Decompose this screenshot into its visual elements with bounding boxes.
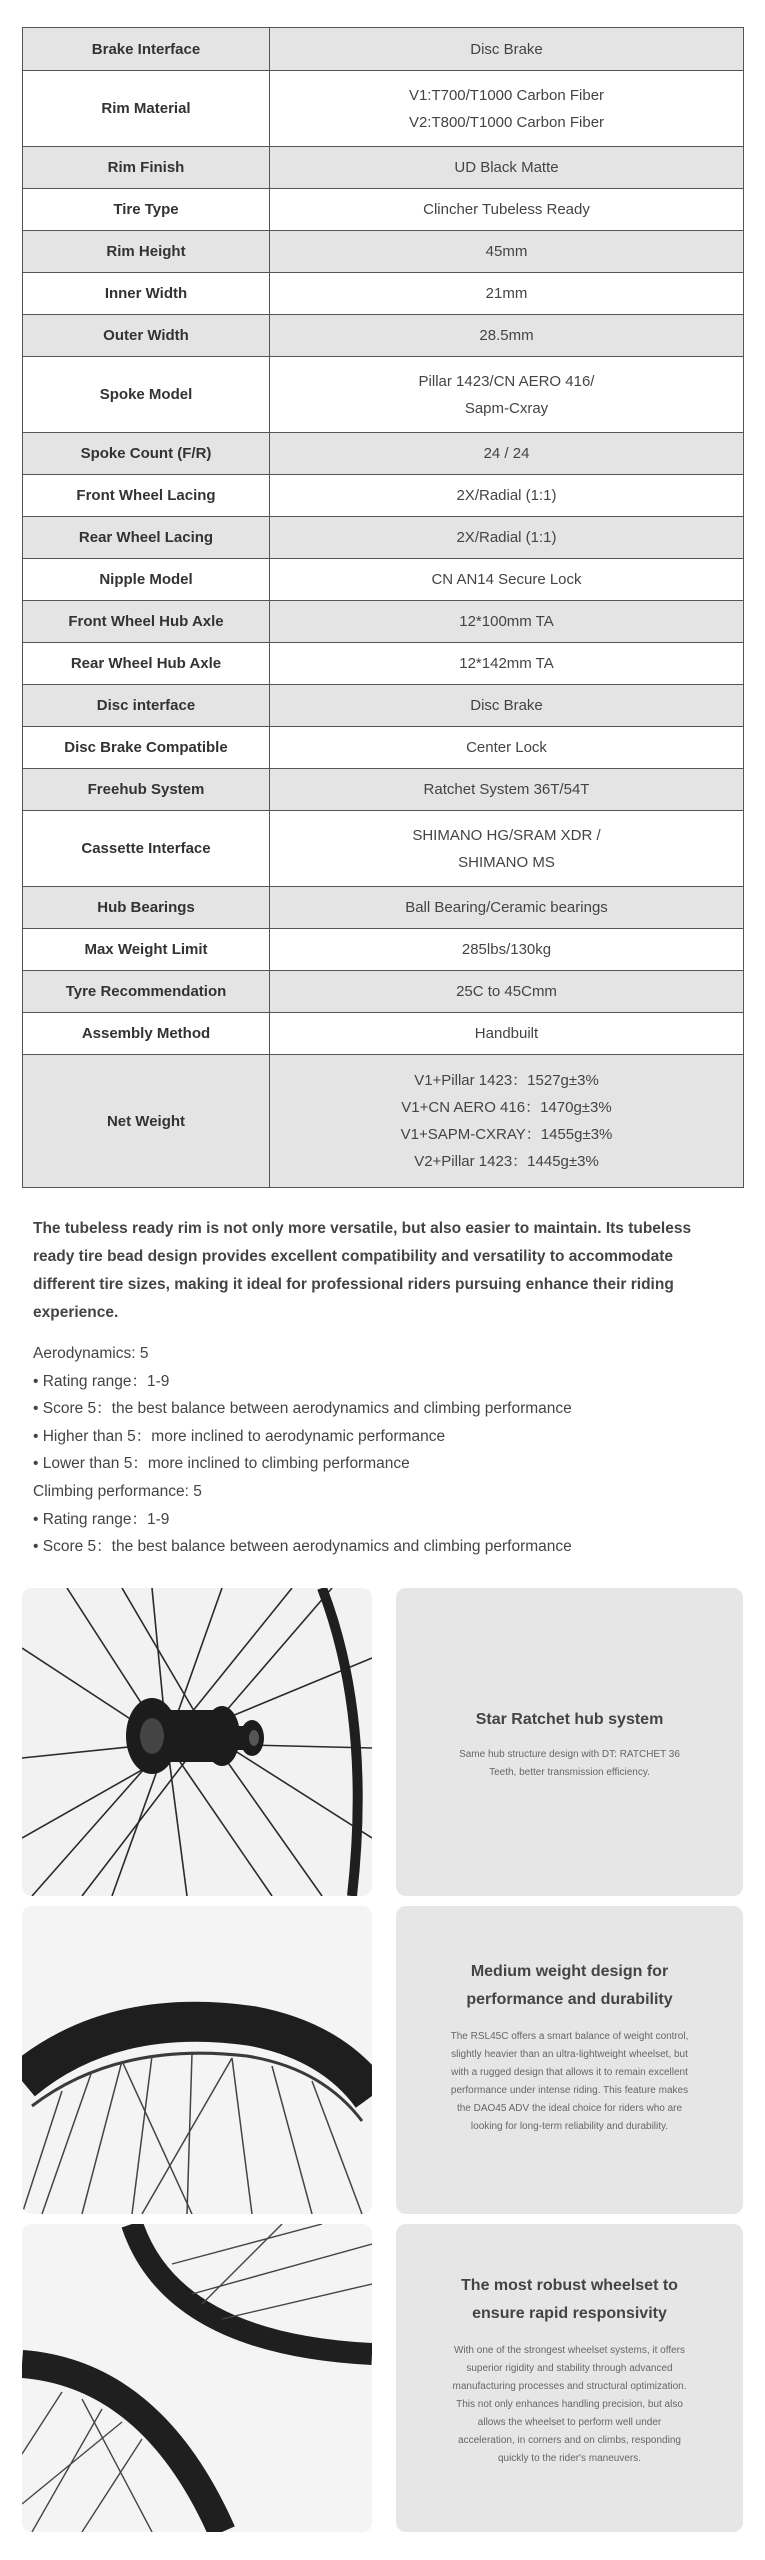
hub-illustration xyxy=(22,1588,372,1896)
spec-label: Spoke Model xyxy=(23,357,270,433)
rating-line: • Higher than 5：more inclined to aerodynamic performance xyxy=(33,1427,446,1445)
feature-title: Medium weight design for performance and durability xyxy=(466,1963,673,2008)
spec-value: 24 / 24 xyxy=(270,433,744,475)
rating-line: • Score 5：the best balance between aerodynamics and climbing performance xyxy=(33,1538,572,1556)
spec-row xyxy=(23,71,744,147)
spec-value: SHIMANO HG/SRAM XDR / SHIMANO MS xyxy=(270,811,744,887)
spec-value: CN AN14 Secure Lock xyxy=(270,559,744,601)
spec-label: Rim Finish xyxy=(23,147,270,189)
spec-value: 12*100mm TA xyxy=(270,601,744,643)
spec-row xyxy=(23,433,744,475)
spec-value: Ratchet System 36T/54T xyxy=(270,769,744,811)
spec-label: Hub Bearings xyxy=(23,887,270,929)
spec-value: V1:T700/T1000 Carbon Fiber V2:T800/T1000 Carbon Fiber xyxy=(270,71,744,147)
spec-value: 25C to 45Cmm xyxy=(270,971,744,1013)
spec-row xyxy=(23,971,744,1013)
spec-label: Nipple Model xyxy=(23,559,270,601)
rim-illustration xyxy=(22,1906,372,2214)
spec-row xyxy=(23,517,744,559)
feature-text: With one of the strongest wheelset systems, it offers superior rigidity and stability through advanced manufacturing processes and structural optimization. This not only enhances handling precision, but also allows the wheelset to perform well under acceleration, in corners and on climbs, responding quickly to the rider's maneuvers. xyxy=(452,2345,687,2464)
spec-value: Ball Bearing/Ceramic bearings xyxy=(270,887,744,929)
wheelset-photo xyxy=(22,2224,372,2532)
rating-line: • Rating range：1-9 xyxy=(33,1510,170,1528)
spec-label: Assembly Method xyxy=(23,1013,270,1055)
spec-row xyxy=(23,231,744,273)
spec-row xyxy=(23,769,744,811)
spec-row xyxy=(23,685,744,727)
spec-row xyxy=(23,929,744,971)
rating-line: Climbing performance: 5 xyxy=(33,1482,202,1500)
spec-value: Center Lock xyxy=(270,727,744,769)
spec-row xyxy=(23,559,744,601)
spec-row xyxy=(23,811,744,887)
spec-label: Freehub System xyxy=(23,769,270,811)
spec-row xyxy=(23,1013,744,1055)
feature-card-robust xyxy=(396,2224,743,2532)
spec-value: 285lbs/130kg xyxy=(270,929,744,971)
spec-row xyxy=(23,273,744,315)
feature-title: The most robust wheelset to ensure rapid responsivity xyxy=(461,2277,678,2322)
spec-label: Rim Height xyxy=(23,231,270,273)
spec-value: V1+Pillar 1423：1527g±3% V1+CN AERO 416：1470g±3% V1+SAPM-CXRAY：1455g±3% V2+Pillar 1423：1445g±3% xyxy=(270,1055,744,1188)
spec-label: Front Wheel Lacing xyxy=(23,475,270,517)
spec-row xyxy=(23,601,744,643)
rating-line: • Rating range：1-9 xyxy=(33,1372,170,1390)
spec-label: Brake Interface xyxy=(23,28,270,71)
spec-label: Rear Wheel Hub Axle xyxy=(23,643,270,685)
spec-value: Disc Brake xyxy=(270,28,744,71)
spec-value: Disc Brake xyxy=(270,685,744,727)
spec-row xyxy=(23,147,744,189)
spec-label: Inner Width xyxy=(23,273,270,315)
feature-text: The RSL45C offers a smart balance of weight control, slightly heavier than an ultra-lightweight wheelset, but with a rugged design that allows it to remain excellent performance under intense riding. This feature makes the DAO45 ADV the ideal choice for riders who are looking for long-term reliability and durability. xyxy=(450,2031,689,2132)
rating-line: Aerodynamics: 5 xyxy=(33,1345,149,1362)
performance-ratings xyxy=(33,1340,733,1561)
spec-label: Net Weight xyxy=(23,1055,270,1188)
feature-title: Star Ratchet hub system xyxy=(475,1711,664,1728)
spec-row xyxy=(23,357,744,433)
spec-label: Cassette Interface xyxy=(23,811,270,887)
spec-row xyxy=(23,475,744,517)
feature-card-weight xyxy=(396,1906,743,2214)
spec-row xyxy=(23,28,744,71)
spec-table xyxy=(22,27,744,1188)
spec-value: 45mm xyxy=(270,231,744,273)
spec-label: Rim Material xyxy=(23,71,270,147)
spec-label: Tyre Recommendation xyxy=(23,971,270,1013)
spec-label: Outer Width xyxy=(23,315,270,357)
spec-value: 12*142mm TA xyxy=(270,643,744,685)
hub-photo xyxy=(22,1588,372,1896)
rim-photo xyxy=(22,1906,372,2214)
spec-row xyxy=(23,727,744,769)
spec-label: Disc interface xyxy=(23,685,270,727)
spec-value: 2X/Radial (1:1) xyxy=(270,475,744,517)
spec-row xyxy=(23,189,744,231)
spec-value: 28.5mm xyxy=(270,315,744,357)
spec-value: 2X/Radial (1:1) xyxy=(270,517,744,559)
spec-value: Pillar 1423/CN AERO 416/ Sapm-Cxray xyxy=(270,357,744,433)
spec-label: Spoke Count (F/R) xyxy=(23,433,270,475)
spec-label: Tire Type xyxy=(23,189,270,231)
spec-label: Rear Wheel Lacing xyxy=(23,517,270,559)
spec-row xyxy=(23,315,744,357)
rating-line: • Lower than 5：more inclined to climbing performance xyxy=(33,1455,410,1473)
feature-text: Same hub structure design with DT: RATCHET 36 Teeth, better transmission efficiency. xyxy=(459,1749,680,1778)
spec-row xyxy=(23,887,744,929)
spec-value: Handbuilt xyxy=(270,1013,744,1055)
wheelset-illustration xyxy=(22,2224,372,2532)
spec-value: UD Black Matte xyxy=(270,147,744,189)
spec-row xyxy=(23,643,744,685)
rating-line: • Score 5：the best balance between aerodynamics and climbing performance xyxy=(33,1400,572,1418)
spec-label: Disc Brake Compatible xyxy=(23,727,270,769)
spec-label: Max Weight Limit xyxy=(23,929,270,971)
spec-value: Clincher Tubeless Ready xyxy=(270,189,744,231)
spec-value: 21mm xyxy=(270,273,744,315)
spec-row xyxy=(23,1055,744,1188)
feature-card-hub xyxy=(396,1588,743,1896)
spec-label: Front Wheel Hub Axle xyxy=(23,601,270,643)
description-paragraph: The tubeless ready rim is not only more versatile, but also easier to maintain. Its tubeless ready tire bead design provides excellent compatibility and versatility to accommodate different tire sizes, making it ideal for professional riders pursuing enhance their riding experience. xyxy=(33,1220,692,1321)
